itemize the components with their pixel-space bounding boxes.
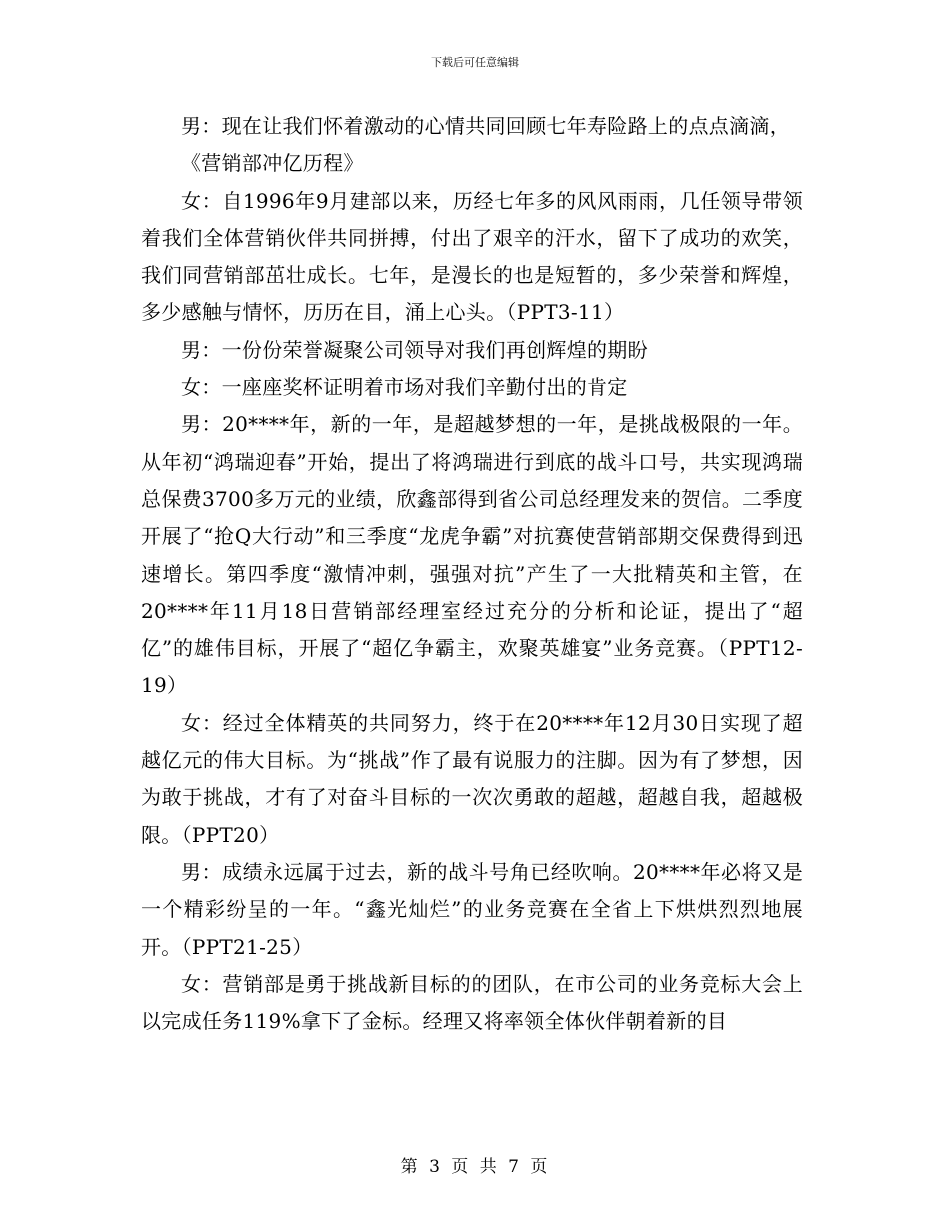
paragraph: 男：20****年，新的一年，是超越梦想的一年，是挑战极限的一年。从年初“鸿瑞迎春”开始，提出了将鸿瑞进行到底的战斗口号，共实现鸿瑞总保费3700多万元的业绩，欣鑫部得到省公司总经理发来的贺信。二季度开展了“抢Q大行动”和三季度“龙虎争霸”对抗赛使营销部期交保费得到迅速增长。第四季度“激情冲刺，强强对抗”产生了一大批精英和主管，在20****年11月18日营销部经理室经过充分的分析和论证，提出了“超亿”的雄伟目标，开展了“超亿争霸主，欢聚英雄宴”业务竞赛。（PPT12-19） xyxy=(141,412,803,698)
total-pages-number: 7 xyxy=(508,1157,521,1177)
paragraph: 男：现在让我们怀着激动的心情共同回顾七年寿险路上的点点滴滴， xyxy=(181,114,790,138)
paragraph: 男：成绩永远属于过去，新的战斗号角已经吹响。20****年必将又是一个精彩纷呈的一年。“鑫光灿烂”的业务竞赛在全省上下烘烘烈烈地展开。（PPT21-25） xyxy=(141,859,803,959)
footer-total-suffix: 页 xyxy=(530,1157,550,1177)
paragraph: 女：一座座奖杯证明着市场对我们辛勤付出的肯定 xyxy=(181,375,628,400)
page-footer xyxy=(0,1152,950,1177)
paragraph: 女：经过全体精英的共同努力，终于在20****年12月30日实现了超越亿元的伟大目标。为“挑战”作了最有说服力的注脚。因为有了梦想，因为敢于挑战，才有了对奋斗目标的一次次勇敢的超越，超越自我，超越极限。（PPT20） xyxy=(141,710,803,847)
paragraph: 女：营销部是勇于挑战新目标的的团队，在市公司的业务竞标大会上以完成任务119%拿下了金标。经理又将率领全体伙伴朝着新的目 xyxy=(141,971,803,1034)
footer-total-prefix: 共 xyxy=(479,1157,499,1177)
footer-prefix: 第 xyxy=(400,1157,420,1177)
paragraph: 男：一份份荣誉凝聚公司领导对我们再创辉煌的期盼 xyxy=(181,337,648,362)
footer-page-label: 页 xyxy=(451,1157,471,1177)
document-body xyxy=(141,108,803,1040)
paragraph: 《营销部冲亿历程》 xyxy=(181,151,364,176)
page-header: 下载后可任意编辑 xyxy=(431,56,519,69)
paragraph: 女：自1996年9月建部以来，历经七年多的风风雨雨，几任领导带领着我们全体营销伙伴共同拼搏，付出了艰辛的汗水，留下了成功的欢笑，我们同营销部茁壮成长。七年，是漫长的也是短暂的，多少荣誉和辉煌，多少感触与情怀，历历在目，涌上心头。（PPT3-11） xyxy=(141,188,803,325)
current-page-number: 3 xyxy=(429,1157,442,1177)
